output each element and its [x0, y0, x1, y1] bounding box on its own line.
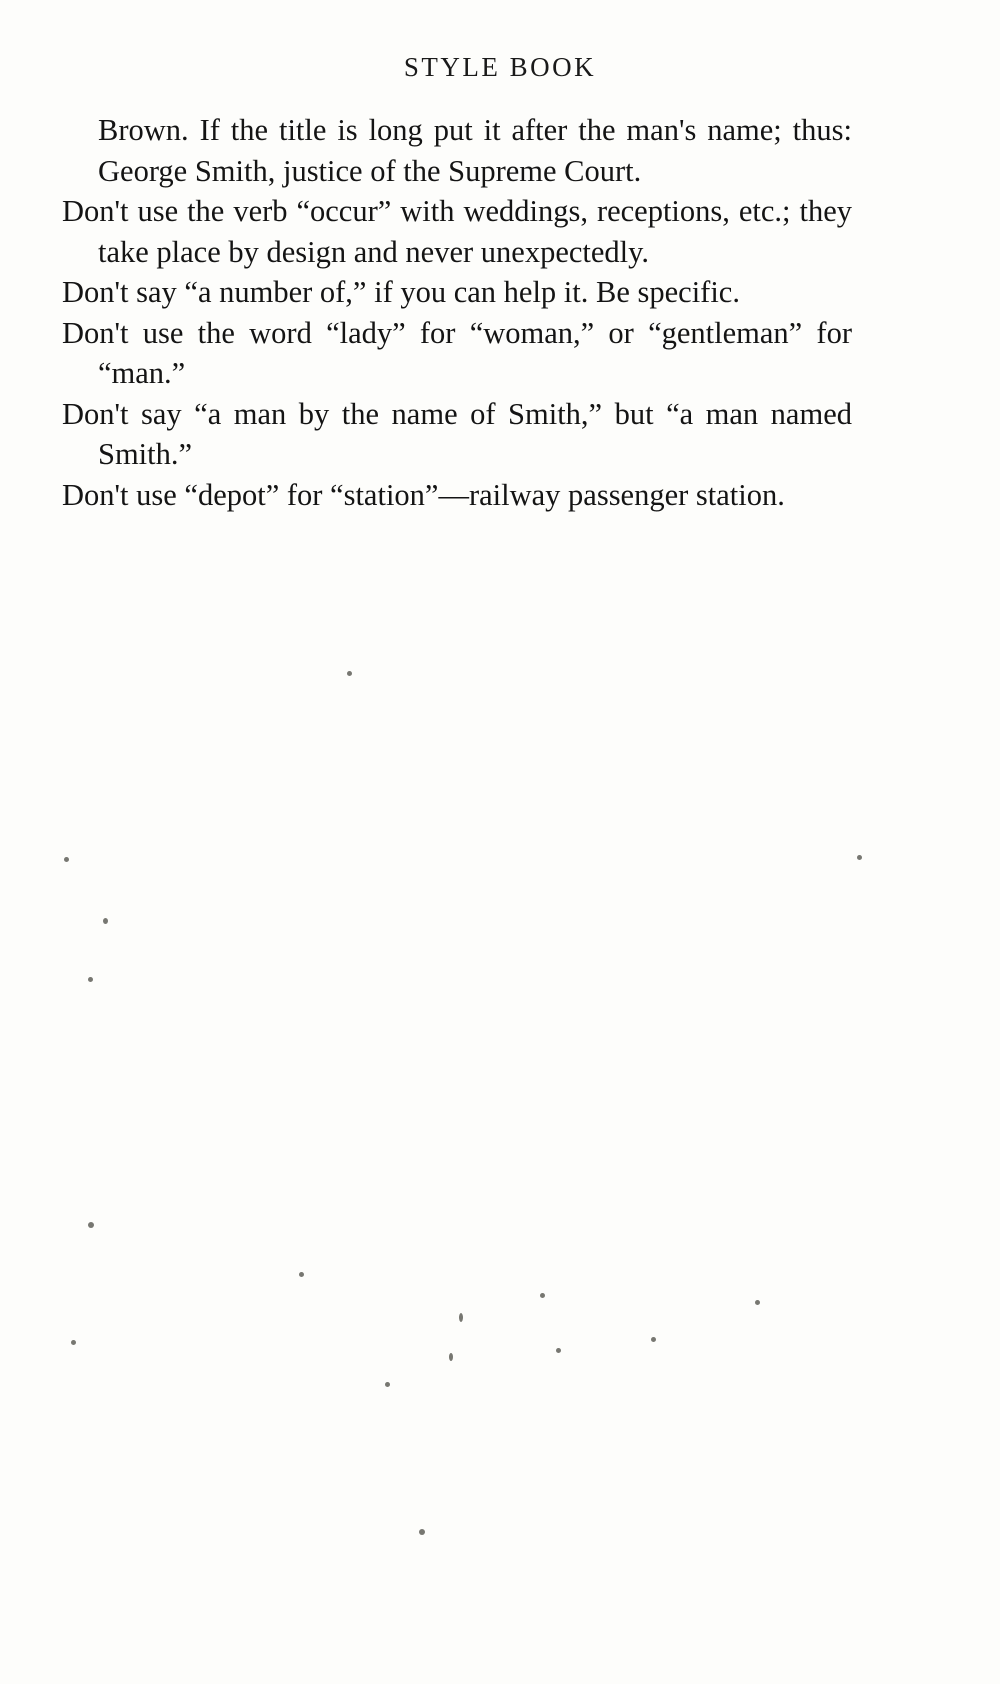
- paper-speck: [651, 1337, 656, 1342]
- paragraph-number-of: Don't say “a number of,” if you can help it. Be specific.: [62, 275, 740, 309]
- paper-speck: [419, 1529, 425, 1535]
- paragraph-named-smith: Don't say “a man by the name of Smith,” but “a man named Smith.”: [62, 396, 852, 471]
- paper-speck: [71, 1340, 76, 1345]
- running-head: STYLE BOOK: [403, 52, 597, 82]
- paragraph-depot: Don't use “depot” for “station”—railway passenger station.: [62, 477, 785, 512]
- paper-speck: [755, 1300, 760, 1305]
- paragraph-lady: Don't use the word “lady” for “woman,” or “gentleman” for “man.”: [62, 315, 852, 390]
- paper-speck: [299, 1272, 304, 1277]
- paper-speck: [385, 1382, 390, 1387]
- paragraph-occur: Don't use the verb “occur” with weddings, receptions, etc.; they take place by design and never unexpectedly.: [62, 194, 852, 269]
- paper-speck: [459, 1313, 463, 1322]
- paragraph-brown: Brown. If the title is long put it after the man's name; thus: George Smith, justice of the Supreme Court.: [98, 113, 852, 188]
- paper-speck: [103, 918, 108, 924]
- paper-speck: [449, 1353, 453, 1361]
- paper-speck: [347, 671, 352, 676]
- paper-speck: [64, 857, 69, 862]
- body-text-block: [62, 110, 852, 515]
- paper-speck: [556, 1348, 561, 1353]
- paper-speck: [88, 1222, 94, 1228]
- paper-speck: [540, 1293, 545, 1298]
- paper-speck: [88, 977, 93, 982]
- paper-speck: [857, 855, 862, 860]
